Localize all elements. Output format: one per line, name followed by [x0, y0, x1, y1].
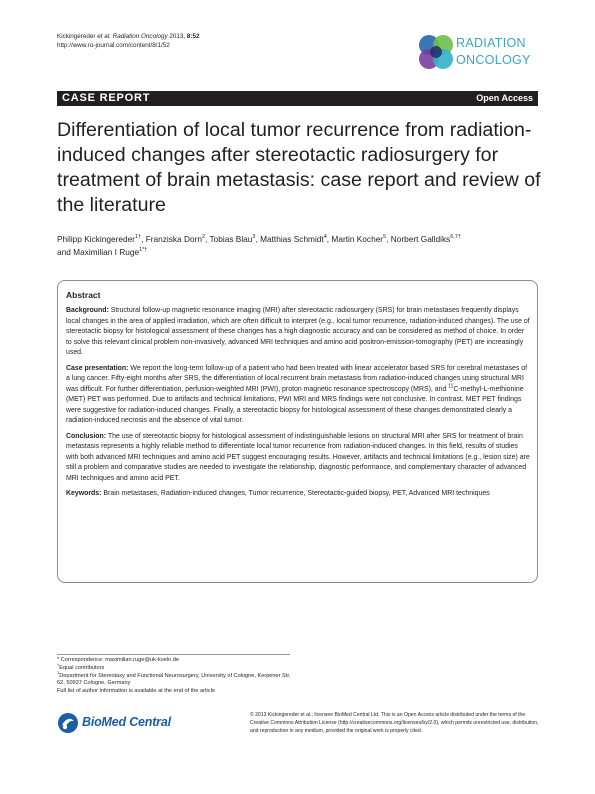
equal-contributors: †Equal contributors: [57, 661, 105, 671]
footnote-divider: [57, 654, 290, 655]
author[interactable]: Matthias Schmidt$^4$: [260, 234, 327, 244]
logo-circles-icon: [416, 32, 456, 72]
correspondence[interactable]: * Correspondence: maximilian.ruge@uk-koeln.de: [57, 657, 179, 663]
author[interactable]: Norbert Galldiks$^{6,7\dagger}$: [390, 234, 461, 244]
article-type-banner: [57, 91, 538, 106]
publisher-logo: [57, 712, 187, 734]
abstract-keywords: Keywords: Brain metastases, Radiation-induced changes, Tumor recurrence, Stereotactic-guided biopsy, PET, Advanced MRI techniques: [66, 490, 490, 497]
article-title: Differentiation of local tumor recurrence from radiation-induced changes after stereotactic radiosurgery for treatment of brain metastasis: case report and review of the literature: [57, 119, 541, 216]
abstract-conclusion: Conclusion: The use of stereotactic biopsy for histological assessment of indistinguishable lesions on structural MRI after SRS for treatment of brain metastasis represents a highly reliable method to differentiate local tumor recurrence from radiation-induced changes. In this field, results of studies with both advanced MRI techniques and amino acid PET suggest encouraging results. However, artifacts and technical limitations (e.g., lesion size) are still a problem and comparative studies are needed to investigate the relationship, diagnostic performance, and complementary character of advanced MRI techniques and amino acid PET.: [66, 432, 530, 482]
running-header: [57, 32, 200, 50]
abstract-heading: Abstract: [66, 290, 101, 300]
author[interactable]: Philipp Kickingereder$^{1\dagger}$: [57, 234, 142, 244]
author[interactable]: Maximilian I Ruge$^{1*\dagger}$: [73, 246, 148, 257]
footnotes: [57, 657, 297, 696]
biomed-central-icon: [57, 712, 79, 734]
abstract-box: [57, 280, 538, 583]
author[interactable]: Tobias Blau$^3$: [209, 234, 256, 244]
journal-logo: [416, 30, 541, 80]
abstract-body: [66, 306, 530, 505]
author[interactable]: Martin Kocher$^5$: [331, 234, 387, 244]
citation-line: Kickingereder et al. Radiation Oncology 2013, 8:52: [57, 33, 200, 40]
license-text: © 2013 Kickingereder et al.; licensee BioMed Central Ltd. This is an Open Access article distributed under the terms of the Creative Commons Attribution License (http://creativecommons.org/licenses/by/2.0), which permits unrestricted use, distribution, and reproduction in any medium, provided the original work is properly cited.: [250, 712, 539, 735]
article-type: CASE REPORT: [62, 92, 151, 104]
abstract-background: Background: Structural follow-up magnetic resonance imaging (MRI) after stereotactic radiosurgery (SRS) for brain metastases frequently displays local changes in the area of applied irradiation, which are often difficult to interpret (e.g., local tumor recurrence, radiation-induced changes). The use of stereotactic biopsy for histological assessment of these changes has a high diagnostic accuracy and can be considered as method of choice. In order to solve this relevant clinical problem non-invasively, advanced MRI techniques and amino acid positron-emission-tomography (PET) are increasingly used.: [66, 307, 530, 356]
author[interactable]: Franziska Dorn$^2$: [145, 234, 206, 244]
full-list-note: Full list of author information is available at the end of the article: [57, 688, 215, 695]
journal-url[interactable]: http://www.ro-journal.com/content/8/1/52: [57, 42, 170, 49]
abstract-case-presentation: Case presentation: We report the long-term follow-up of a patient who had been treated with linear accelerator based SRS for cerebral metastases of a lung cancer. Fifty-eight months after SRS, the differentiation of local recurrent brain metastasis from radiation-induced changes using structural MRI was difficult. For further differentiation, perfusion-weighted MRI (PWI), proton magnetic resonance spectroscopy (MRS), and $^{11}$C-methyl-L-methionine (MET) PET was performed. Due to artifacts and technical limitations, PWI MRI and MRS findings were not conclusive. In contrast, MET PET findings were suggestive for radiation-induced changes. Finally, a stereotactic biopsy for histological assessment of these changes demonstrated clearly a radiation-induced necrosis and the absence of vital tumor.: [66, 364, 528, 424]
open-access-label: Open Access: [476, 93, 533, 103]
affiliation: $^1$Department for Stereotaxy and Functional Neurosurgery, University of Cologne, Kerpener Str. 62, 50937 Cologne, Germany: [57, 669, 291, 687]
author-list: Philipp Kickingereder$^{1\dagger}$, Franziska Dorn$^2$, Tobias Blau$^3$, Matthias Schmidt$^4$, Martin Kocher$^5$, Norbert Galldiks$^{6,7\dagger}$ and Maximilian I Ruge$^{1*\dagger}$: [57, 234, 461, 257]
logo-text: RADIATION ONCOLOGY: [456, 36, 531, 67]
publisher-name: BioMed Central: [82, 715, 171, 729]
